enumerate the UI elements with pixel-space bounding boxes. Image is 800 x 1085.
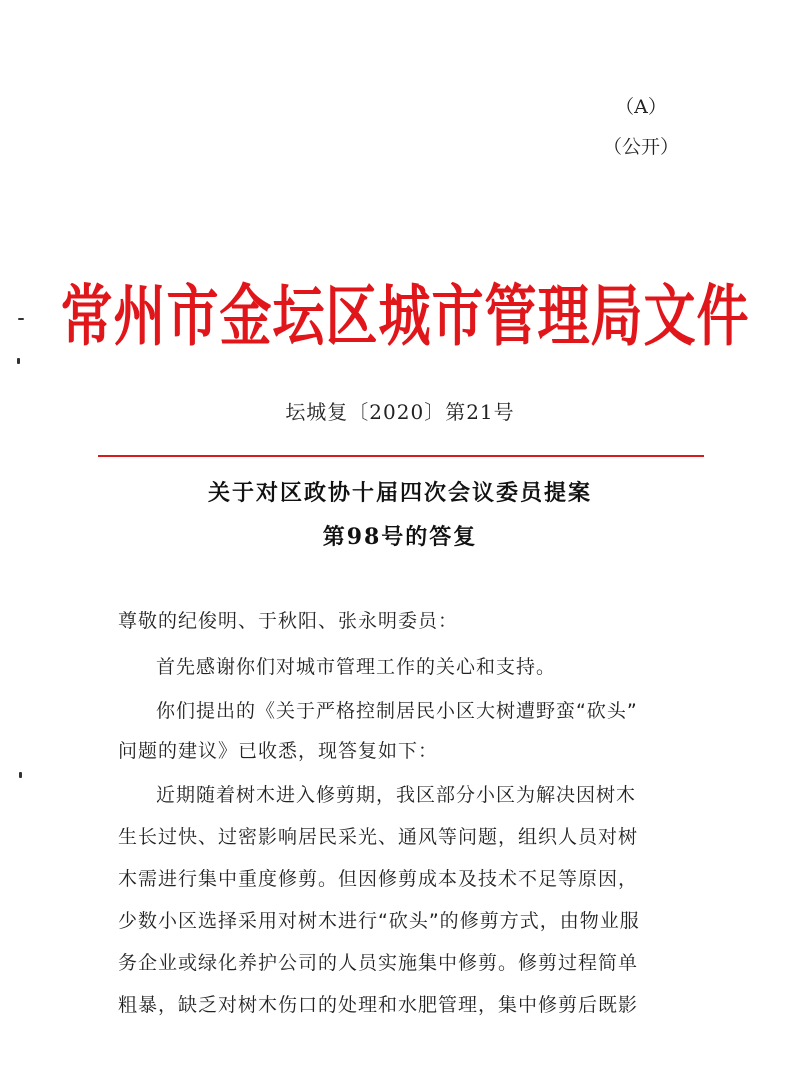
paragraph-line: 务企业或绿化养护公司的人员实施集中修剪。修剪过程简单 [118, 952, 639, 974]
subject-line-1: 关于对区政协十届四次会议委员提案 [207, 480, 592, 506]
paragraph-line: 你们提出的《关于严格控制居民小区大树遭野蛮“砍头” [156, 700, 638, 722]
paragraph-line: 生长过快、过密影响居民采光、通风等问题，组织人员对树 [118, 826, 639, 848]
paragraph-line: 首先感谢你们对城市管理工作的关心和支持。 [156, 656, 557, 678]
paragraph-line: 少数小区选择采用对树木进行“砍头”的修剪方式，由物业服 [118, 910, 640, 932]
paragraph-line: 粗暴，缺乏对树木伤口的处理和水肥管理，集中修剪后既影 [118, 994, 639, 1016]
document-title: 常州市金坛区城市管理局文件 [60, 278, 750, 356]
margin-speck [18, 318, 24, 320]
red-divider-line [98, 455, 704, 457]
paragraph-line: 木需进行集中重度修剪。但因修剪成本及技术不足等原因， [118, 868, 639, 890]
paragraph-line: 近期随着树木进入修剪期，我区部分小区为解决因树木 [156, 784, 637, 806]
publicity-marking: （公开） [602, 136, 679, 158]
document-number: 坛城复〔2020〕第21号 [285, 400, 515, 424]
margin-speck [19, 772, 22, 778]
salutation: 尊敬的纪俊明、于秋阳、张永明委员： [118, 610, 459, 632]
subject-line-2: 第98号的答复 [322, 524, 478, 550]
classification-level: （A） [615, 96, 667, 118]
paragraph-line: 问题的建议》已收悉，现答复如下： [118, 740, 439, 762]
margin-speck [17, 358, 20, 364]
